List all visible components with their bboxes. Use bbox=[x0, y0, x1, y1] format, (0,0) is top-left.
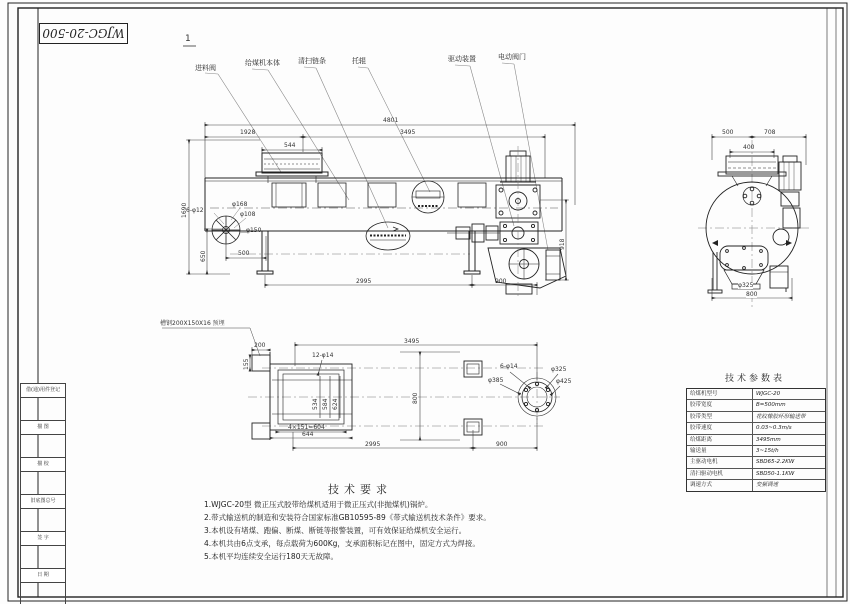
callout-cleaning-chain: 清扫链条 bbox=[298, 57, 326, 65]
drawing-number: WJGC-20-500 bbox=[42, 26, 125, 41]
params-table bbox=[686, 388, 826, 492]
tech-note-5: 5.本机平均连续安全运行180天无故障。 bbox=[204, 552, 338, 561]
strip-blank bbox=[20, 509, 66, 531]
dim-6xphi12: 6-φ12 bbox=[186, 207, 204, 214]
dim-overall-4801: 4801 bbox=[383, 117, 399, 124]
dim-phi325-plan: φ325 bbox=[551, 366, 567, 373]
dim-1690: 1690 bbox=[181, 202, 188, 218]
strip-label: 描 图 bbox=[20, 420, 66, 435]
strip-label: 借(通)用件登记 bbox=[20, 383, 66, 398]
params-table-title: 技术参数表 bbox=[724, 374, 785, 384]
dim-155: 155 bbox=[243, 358, 250, 370]
dim-584: 584 bbox=[322, 398, 329, 410]
dim-2995-main: 2995 bbox=[356, 278, 372, 285]
tech-notes-title: 技术要求 bbox=[328, 483, 392, 496]
dim-500-end: 500 bbox=[722, 129, 734, 136]
callout-idler: 托辊 bbox=[352, 57, 366, 65]
dim-pitch-604: 4×151=604 bbox=[288, 424, 325, 431]
dim-800: 800 bbox=[412, 392, 419, 404]
param-label: 给煤机型号 bbox=[687, 389, 753, 399]
callout-electric-valve: 电动阀门 bbox=[498, 53, 526, 61]
tech-note-2: 2.带式输送机的制造和安装符合国家标准GB10595-89《带式输送机技术条件》要求。 bbox=[204, 513, 491, 522]
param-value: SBD50-1.1KW bbox=[756, 470, 795, 477]
strip-blank bbox=[20, 583, 66, 604]
param-label: 胶带速度 bbox=[687, 423, 753, 433]
tech-note-3: 3.本机设有堵煤、跑偏、断煤、断链等报警装置，可有效保证给煤机安全运行。 bbox=[204, 526, 467, 535]
param-label: 输送量 bbox=[687, 446, 753, 456]
callout-inlet-valve: 进料阀 bbox=[195, 64, 216, 72]
strip-label: 描 校 bbox=[20, 457, 66, 472]
param-label: 主驱动电机 bbox=[687, 457, 753, 467]
dim-900-plan: 900 bbox=[496, 441, 508, 448]
param-value: 0.03~0.3m/s bbox=[756, 425, 792, 432]
table-row bbox=[687, 445, 825, 456]
param-label: 给煤距离 bbox=[687, 435, 753, 445]
strip-label: 日 期 bbox=[20, 568, 66, 583]
strip-label: 旧底图总号 bbox=[20, 494, 66, 509]
table-row bbox=[687, 479, 825, 490]
dim-544: 544 bbox=[284, 142, 296, 149]
param-value: WJGC-20 bbox=[756, 391, 781, 397]
param-value: SBD65-2.2KW bbox=[756, 459, 795, 466]
dim-phi150: φ150 bbox=[246, 227, 262, 234]
drawing-number-block bbox=[39, 23, 128, 44]
param-value: B=500mm bbox=[756, 402, 786, 409]
dim-500-main: 500 bbox=[238, 250, 250, 257]
dim-phi168: φ168 bbox=[232, 201, 248, 208]
title-strip bbox=[20, 383, 66, 604]
dim-200: 200 bbox=[254, 342, 266, 349]
strip-blank bbox=[20, 546, 66, 568]
param-label: 胶带宽度 bbox=[687, 400, 753, 410]
param-value: 花纹橡胶环形输送带 bbox=[756, 413, 806, 420]
param-value: 变频调速 bbox=[756, 482, 779, 489]
dim-12xphi14: 12-φ14 bbox=[312, 352, 334, 359]
item-mark: 1 bbox=[185, 34, 191, 44]
table-row bbox=[687, 456, 825, 467]
table-row bbox=[687, 434, 825, 445]
dim-800-end: 800 bbox=[746, 291, 758, 298]
table-row bbox=[687, 399, 825, 410]
table-row bbox=[687, 422, 825, 433]
dim-400: 400 bbox=[743, 144, 755, 151]
table-row bbox=[687, 389, 825, 399]
dim-6xphi14: 6-φ14 bbox=[500, 363, 518, 370]
dim-650: 650 bbox=[200, 250, 207, 262]
dim-phi108: φ108 bbox=[240, 211, 256, 218]
callout-drive-unit: 驱动装置 bbox=[448, 55, 476, 63]
strip-blank bbox=[20, 435, 66, 457]
dim-phi385: φ385 bbox=[488, 377, 504, 384]
dim-918: 918 bbox=[559, 238, 566, 250]
strip-label: 签 字 bbox=[20, 531, 66, 546]
strip-blank bbox=[20, 472, 66, 494]
tech-note-4: 4.本机共由6点支承，每点载荷为600Kg，支承面积标记在图中，固定方式为焊接。 bbox=[204, 539, 480, 548]
param-label: 调速方式 bbox=[687, 480, 753, 490]
dim-534: 534 bbox=[312, 398, 319, 410]
dim-624: 624 bbox=[332, 398, 339, 410]
dim-3495-main: 3495 bbox=[400, 129, 416, 136]
param-value: 3495mm bbox=[756, 436, 781, 443]
strip-blank bbox=[20, 398, 66, 420]
dim-phi325-end: φ325 bbox=[738, 282, 754, 289]
dim-644: 644 bbox=[302, 431, 314, 438]
tech-note-1: 1.WJGC-20型 微正压式胶带给煤机适用于微正压式(非抛煤机)锅炉。 bbox=[204, 500, 433, 509]
dim-2995-plan: 2995 bbox=[365, 441, 381, 448]
dim-phi425: φ425 bbox=[556, 378, 572, 385]
param-label: 胶带类型 bbox=[687, 412, 753, 422]
table-row bbox=[687, 411, 825, 422]
dim-1928: 1928 bbox=[240, 129, 256, 136]
dim-900-main: 900 bbox=[495, 278, 507, 285]
param-label: 清扫驱动电机 bbox=[687, 469, 753, 479]
dim-708: 708 bbox=[764, 129, 776, 136]
param-value: 3~15t/h bbox=[756, 447, 779, 454]
callout-feeder-body: 给煤机本体 bbox=[245, 59, 280, 67]
dim-3495-plan: 3495 bbox=[404, 338, 420, 345]
plan-note-channel-steel: 槽钢200X150X16 预埋 bbox=[160, 320, 225, 327]
table-row bbox=[687, 468, 825, 479]
